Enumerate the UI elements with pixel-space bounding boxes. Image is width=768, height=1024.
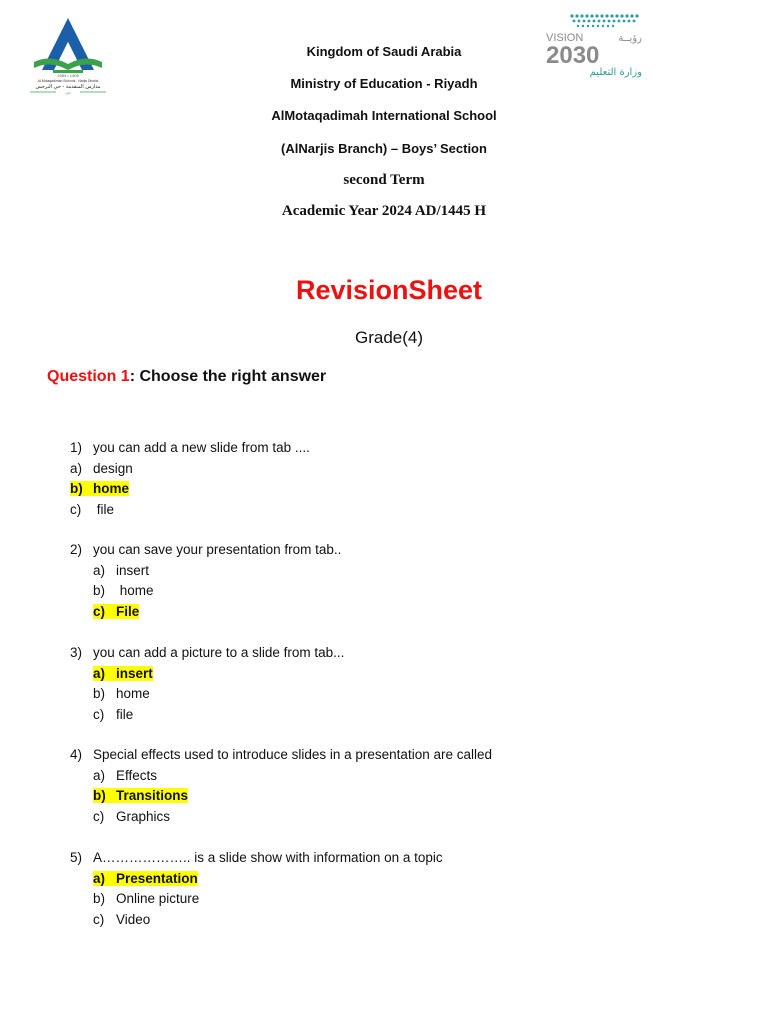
logo-arabic: مدارس المتقدمة - حي النرجس <box>35 84 101 90</box>
answer-option-text: Video <box>116 911 151 927</box>
answer-option-letter: b) <box>93 788 106 803</box>
grade-label: Grade(4) <box>354 328 424 347</box>
answer-option-letter: b) <box>93 686 106 701</box>
answer-option-correct <box>93 788 188 803</box>
answer-option <box>93 583 154 598</box>
answer-option <box>93 563 149 578</box>
answer-option <box>93 768 157 783</box>
answer-option-letter: b) <box>93 891 106 906</box>
answer-option <box>70 461 133 476</box>
header-country: Kingdom of Saudi Arabia <box>306 44 462 59</box>
question-item-number: 3) <box>70 645 83 660</box>
vision-year: 2030 <box>546 42 600 69</box>
answer-option-text: home <box>93 481 130 496</box>
answer-option-letter: c) <box>70 501 82 517</box>
answer-option-letter: b) <box>93 583 106 598</box>
answer-option-text: Presentation <box>116 870 198 886</box>
answer-option-text: Graphics <box>116 808 171 824</box>
header-ministry: Ministry of Education - Riyadh <box>290 76 478 91</box>
answer-option <box>93 912 150 927</box>
logo-arabic-small: بنين <box>65 90 71 95</box>
answer-option-text: Online picture <box>116 891 200 906</box>
answer-option-text: file <box>93 501 115 517</box>
answer-option-text: File <box>116 603 140 619</box>
answer-option <box>70 502 114 517</box>
ministry-arabic: وزارة التعليم <box>589 67 642 78</box>
answer-option-correct <box>93 666 153 681</box>
question-instruction: : Choose the right answer <box>129 368 327 385</box>
question-item-number: 2) <box>70 542 83 557</box>
answer-option-text: insert <box>116 562 150 578</box>
answer-option-letter: c) <box>93 911 105 927</box>
answer-option-text: Effects <box>116 767 158 783</box>
logo-english: Al-Motaqadimah Schools - Narjis District <box>37 79 99 83</box>
answer-option-text: home <box>116 686 150 701</box>
answer-option-text: insert <box>116 665 153 681</box>
answer-option-letter: b) <box>70 481 83 496</box>
question-item-1 <box>70 440 310 455</box>
answer-option-letter: a) <box>93 562 106 578</box>
answer-option <box>93 686 150 701</box>
answer-option <box>93 707 133 722</box>
question-item-text: Special effects used to introduce slides in a presentation are called <box>93 747 492 762</box>
answer-option-letter: a) <box>70 460 83 476</box>
answer-option <box>93 891 199 906</box>
question-item-text: you can add a picture to a slide from tab... <box>93 645 345 660</box>
question-item-4 <box>70 747 492 762</box>
question-item-text: you can save your presentation from tab.. <box>93 542 342 557</box>
answer-option-letter: a) <box>93 870 106 886</box>
question-item-5 <box>70 850 443 865</box>
vision-arabic: رؤيــة <box>618 33 642 44</box>
answer-option-letter: c) <box>93 808 105 824</box>
answer-option-correct <box>93 871 198 886</box>
question-item-number: 1) <box>70 440 83 455</box>
header-school: AlMotaqadimah International School <box>271 108 497 123</box>
answer-option-letter: c) <box>93 706 105 722</box>
answer-option-text: home <box>116 583 154 598</box>
question-item-number: 4) <box>70 747 83 762</box>
answer-option-text: design <box>93 460 133 476</box>
header-academic-year: Academic Year 2024 AD/1445 H <box>281 203 487 219</box>
question-item-2 <box>70 542 341 557</box>
logo-years: 1984 • 1405 <box>57 73 79 78</box>
question-item-number: 5) <box>70 850 83 865</box>
answer-option-correct <box>70 481 129 496</box>
header-branch: (AlNarjis Branch) – Boys’ Section <box>281 141 487 156</box>
question-item-text: A……………….. is a slide show with information on a topic <box>93 850 443 865</box>
answer-option-correct <box>93 604 139 619</box>
page-title: RevisionSheet <box>295 275 483 305</box>
answer-option <box>93 809 170 824</box>
question-heading <box>47 368 326 386</box>
question-item-3 <box>70 645 344 660</box>
question-number: Question 1 <box>47 368 130 385</box>
question-item-text: you can add a new slide from tab .... <box>93 440 310 455</box>
answer-option-text: file <box>116 706 134 722</box>
header-term: second Term <box>343 172 425 188</box>
answer-option-text: Transitions <box>116 788 189 803</box>
answer-option-letter: c) <box>93 603 106 619</box>
answer-option-letter: a) <box>93 665 106 681</box>
vision-word: VISION <box>546 32 584 44</box>
answer-option-letter: a) <box>93 767 106 783</box>
